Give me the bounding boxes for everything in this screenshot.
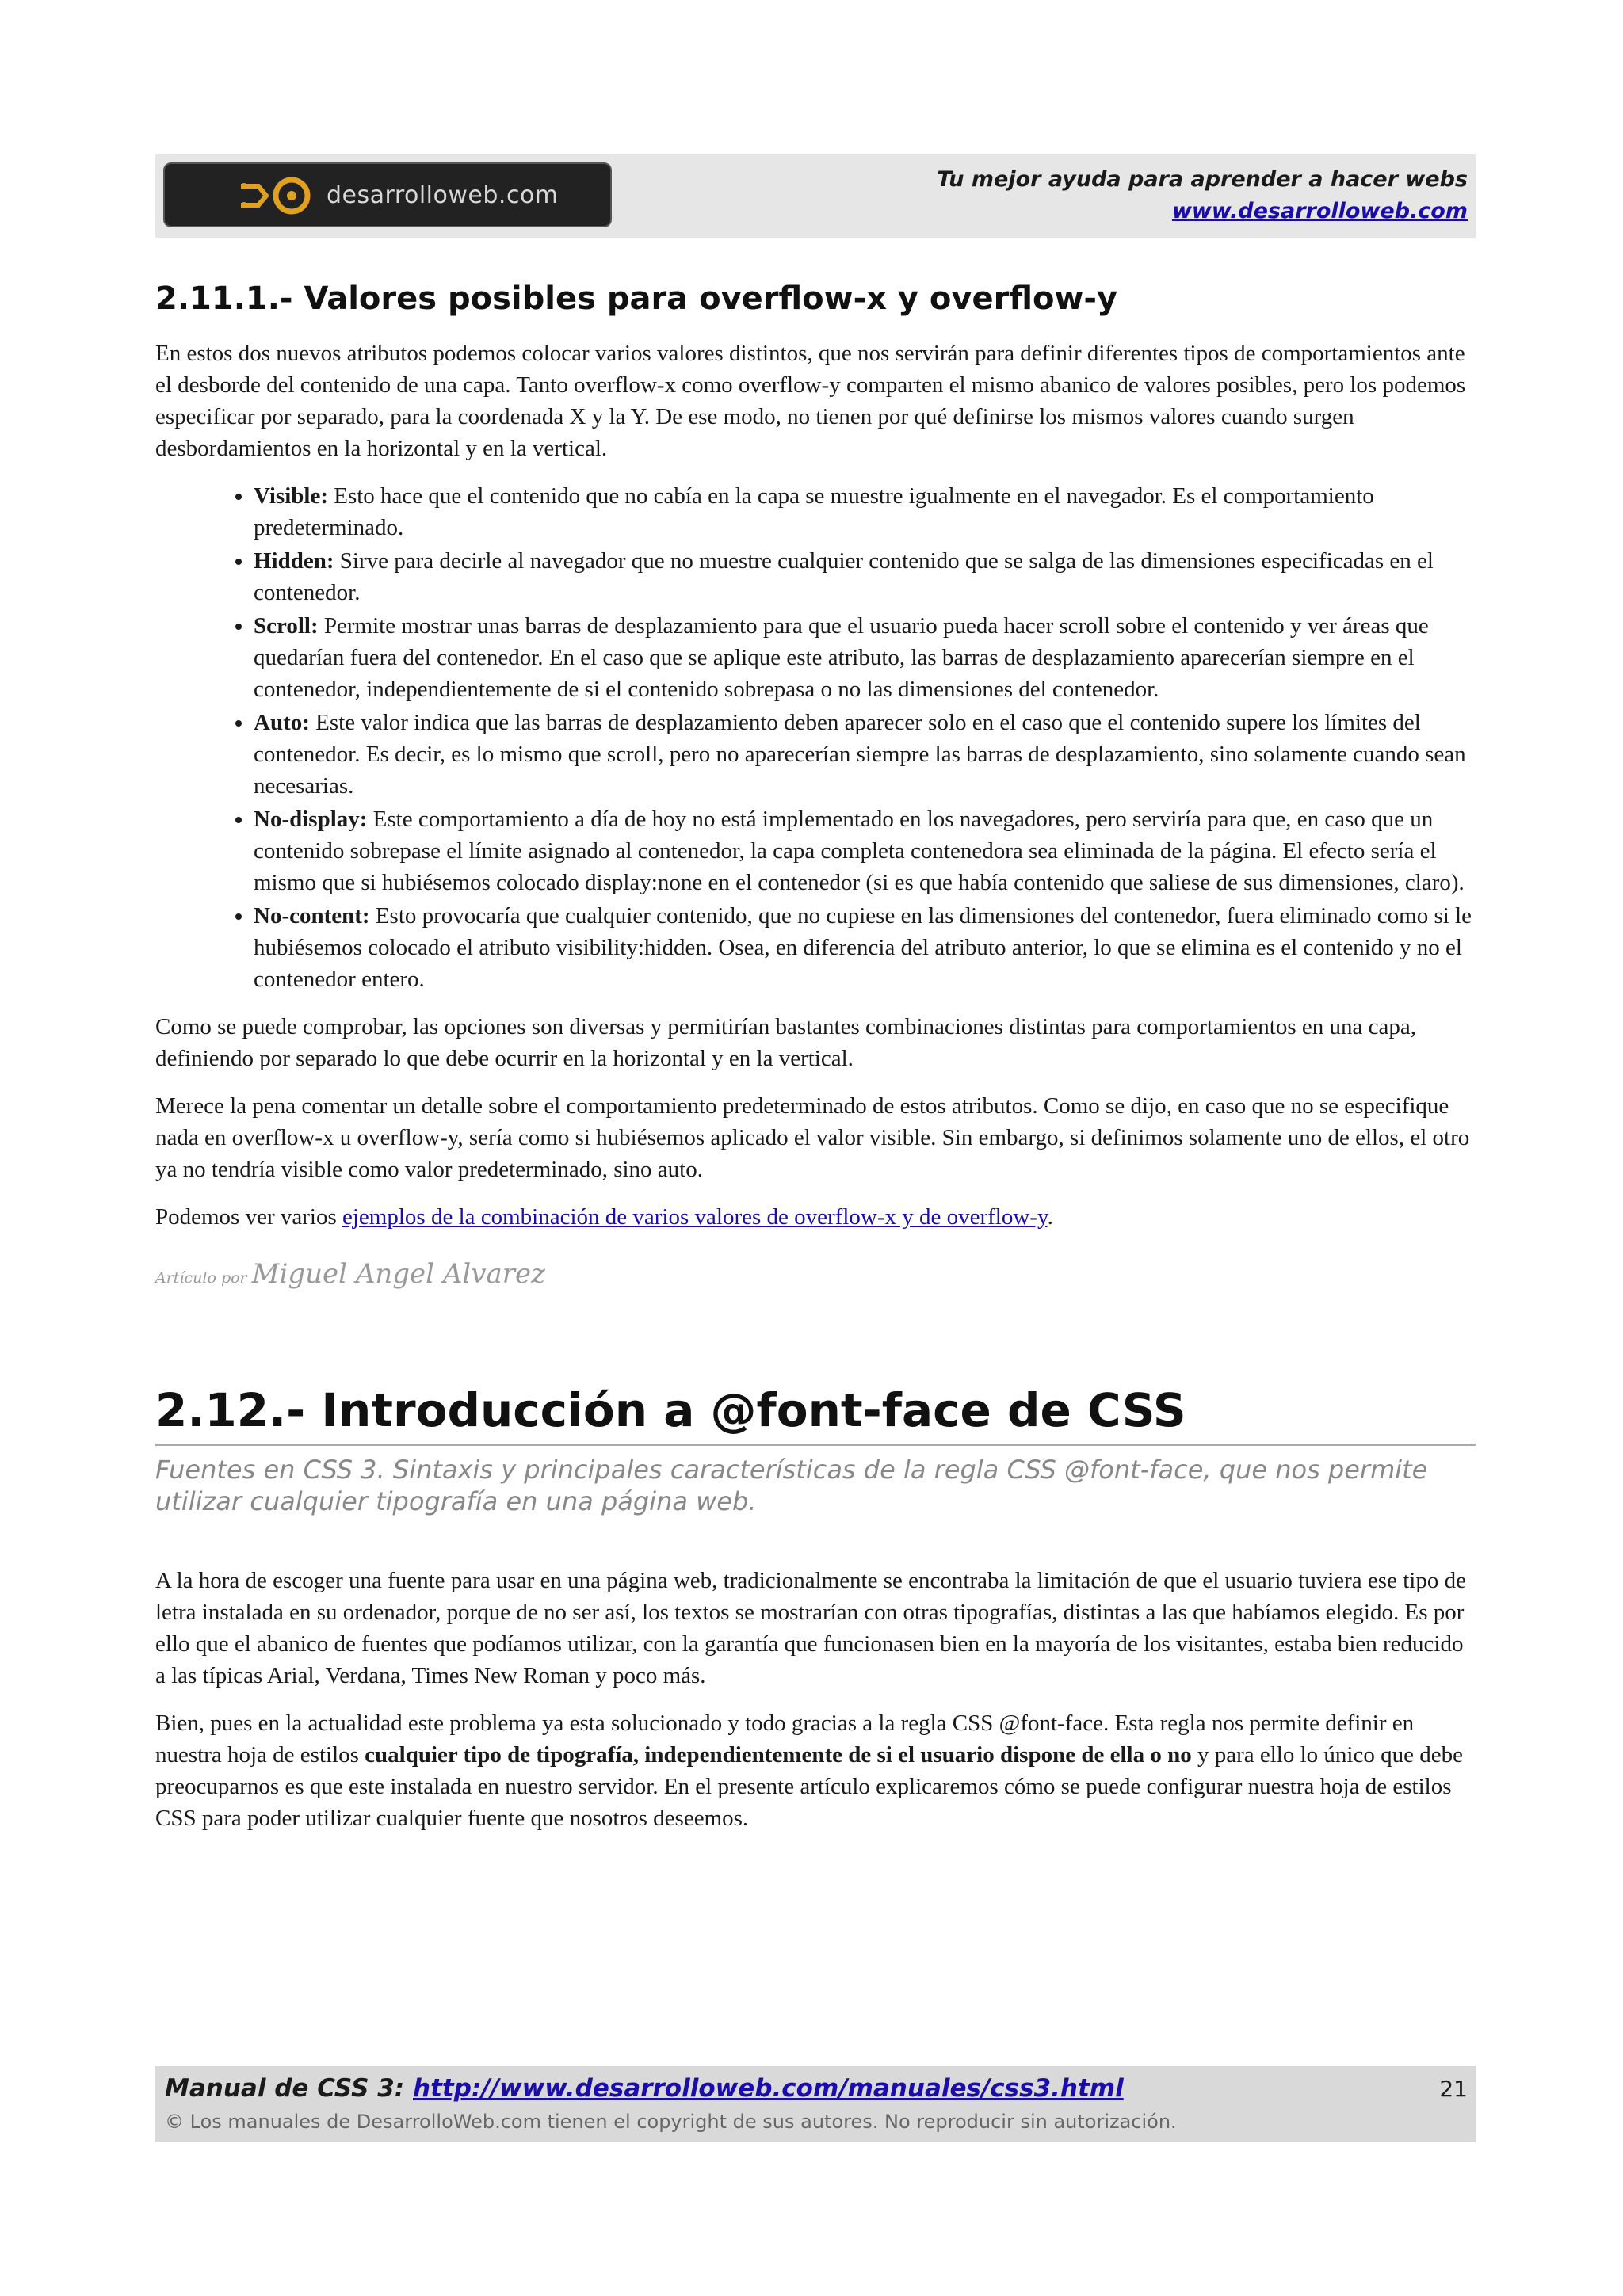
paragraph-examples: Podemos ver varios ejemplos de la combinación de varios valores de overflow-x y de overflow-y. <box>155 1204 1053 1230</box>
list-item: • No-content: Esto provocaría que cualquier contenido, que no cupiese en las dimensiones del contenedor, fuera eliminado como si le hubiésemos colocado el atributo visibility:hidden. Osea, en diferencia del atributo anterior, lo que se elimina es el contenido y no el contenedor entero. <box>254 900 1476 995</box>
site-logo[interactable] <box>163 162 612 227</box>
paragraph-combinations: Como se puede comprobar, las opciones son diversas y permitirían bastantes combinaciones distintas para comportamientos en una capa, definiendo por separado lo que debe ocurrir en la horizontal y en la vertical. <box>155 1014 1416 1071</box>
byline-author: Miguel Angel Alvarez <box>251 1258 546 1290</box>
tagline-text: Tu mejor ayuda para aprender a hacer webs <box>937 167 1468 192</box>
list-item: • No-display: Este comportamiento a día de hoy no está implementado en los navegadores, pero serviría para que, en caso que un contenido sobrepase el límite asignado al contenedor, la capa completa contenedora sea eliminada de la página. El efecto sería el mismo que si hubiésemos colocado display:none en el contenedor (si es que había contenido que saliese de sus dimensiones, claro). <box>254 803 1476 898</box>
byline-prefix: Artículo por <box>155 1269 252 1287</box>
page-number: 21 <box>1439 2076 1468 2102</box>
list-item: • Visible: Esto hace que el contenido que no cabía en la capa se muestre igualmente en el navegador. Es el comportamiento predeterminado. <box>254 480 1476 543</box>
footer-manual: Manual de CSS 3: http://www.desarrolloweb.com/manuales/css3.html <box>165 2074 1124 2103</box>
list-item: • Hidden: Sirve para decirle al navegador que no muestre cualquier contenido que se salga de las dimensiones especificadas en el contenedor. <box>254 545 1476 608</box>
logo-text: desarrolloweb.com <box>327 181 559 209</box>
logo-mark-icon <box>238 175 314 216</box>
page-header <box>155 154 1476 238</box>
footer-copyright: © Los manuales de DesarrolloWeb.com tienen el copyright de sus autores. No reproducir sin autorización. <box>165 2111 1177 2133</box>
author-byline <box>155 1258 1476 1290</box>
list-item: • Auto: Este valor indica que las barras de desplazamiento deben aparecer solo en el caso que el contenido supere los límites del contenedor. Es decir, es lo mismo que scroll, pero no aparecerían siempre las barras de desplazamiento, sino solamente cuando sean necesarias. <box>254 707 1476 802</box>
site-url-link[interactable]: www.desarrolloweb.com <box>1171 199 1468 223</box>
list-item: • Scroll: Permite mostrar unas barras de desplazamiento para que el usuario pueda hacer scroll sobre el contenido y ver áreas que quedarían fuera del contenedor. En el caso que se aplique este atributo, las barras de desplazamiento aparecerían siempre en el contenedor, independientemente de si el contenido sobrepasa o no las dimensiones del contenedor. <box>254 610 1476 705</box>
fontface-paragraph-1: A la hora de escoger una fuente para usar en una página web, tradicionalmente se encontraba la limitación de que el usuario tuviera ese tipo de letra instalada en su ordenador, porque de no ser así, los textos se mostrarían con otras tipografías, distintas a las que habíamos elegido. Es por ello que el abanico de fuentes que podíamos utilizar, con la garantía que funcionasen bien en la mayoría de los visitantes, estaba bien reducido a las típicas Arial, Verdana, Times New Roman y poco más. <box>155 1568 1466 1688</box>
paragraph-default-behavior: Merece la pena comentar un detalle sobre el comportamiento predeterminado de estos atributos. Como se dijo, en caso que no se especifique nada en overflow-x u overflow-y, sería como si hubiésemos aplicado el valor visible. Sin embargo, si definimos solamente uno de ellos, el otro ya no tendría visible como valor predeterminado, sino auto. <box>155 1093 1470 1182</box>
chapter-lead: Fuentes en CSS 3. Sintaxis y principales características de la regla CSS @font-face, que nos permite utilizar cualquier tipografía en una página web. <box>155 1455 1428 1516</box>
main-content <box>155 269 1476 1850</box>
section-heading: 2.11.1.- Valores posibles para overflow-x y overflow-y <box>155 280 1118 317</box>
page-footer <box>155 2066 1476 2142</box>
overflow-values-list <box>155 480 1476 995</box>
header-tagline <box>937 164 1468 227</box>
intro-paragraph: En estos dos nuevos atributos podemos colocar varios valores distintos, que nos servirán para definir diferentes tipos de comportamientos ante el desborde del contenido de una capa. Tanto overflow-x como overflow-y comparten el mismo abanico de valores posibles, pero los podemos especificar por separado, para la coordenada X y la Y. De ese modo, no tienen por qué definirse los mismos valores cuando surgen desbordamientos en la horizontal y en la vertical. <box>155 341 1466 461</box>
manual-url-link[interactable]: http://www.desarrolloweb.com/manuales/css3.html <box>413 2074 1124 2103</box>
examples-link[interactable]: ejemplos de la combinación de varios valores de overflow-x y de overflow-y <box>342 1204 1048 1230</box>
chapter-title: 2.12.- Introducción a @font-face de CSS <box>155 1383 1476 1446</box>
fontface-paragraph-2: Bien, pues en la actualidad este problema ya esta solucionado y todo gracias a la regla CSS @font-face. Esta regla nos permite definir en nuestra hoja de estilos cualquier tipo de tipografía, independientemente de si el usuario dispone de ella o no y para ello lo único que debe preocuparnos es que este instalada en nuestro servidor. En el presente artículo explicaremos cómo se puede configurar nuestra hoja de estilos CSS para poder utilizar cualquier fuente que nosotros deseemos. <box>155 1711 1463 1831</box>
